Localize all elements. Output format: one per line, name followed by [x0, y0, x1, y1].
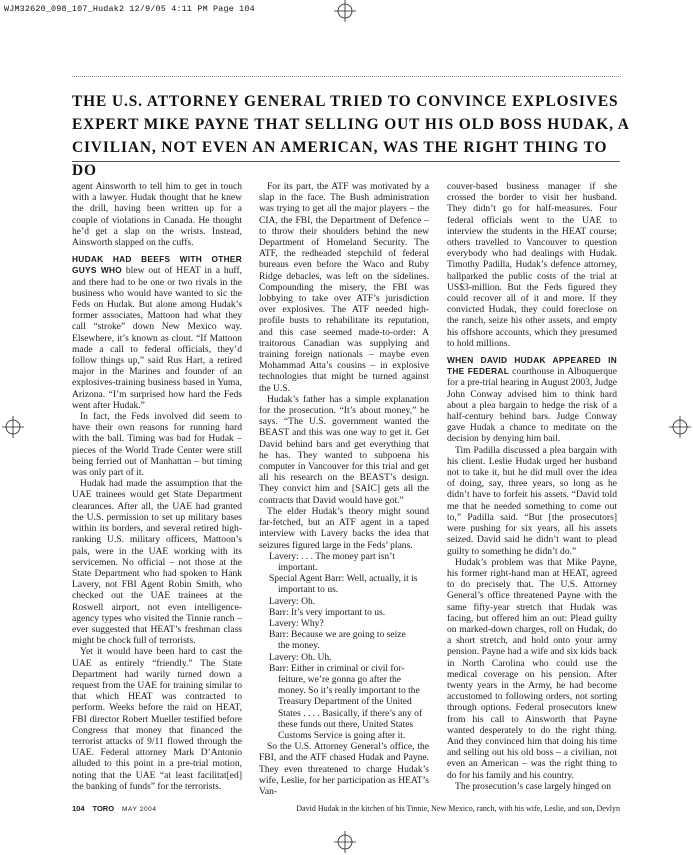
headline-rule: [72, 161, 620, 162]
dialogue-line: these funds out there, United States: [278, 718, 414, 730]
paragraph-text: courthouse in Albuquerque for a pre-trial hearing in August 2003, Judge John Conway advised him to think hard about a plea bargain to hedge the risk of a half-century behind bars. Judge Conway gave Hudak a chance to meditate on the decision by denying him bail.: [447, 366, 617, 445]
dialogue-line: feiture, we’re gonna go after the: [278, 673, 401, 685]
paragraph: Tim Padilla discussed a plea bargain with his client. Leslie Hudak urged her husband not to take it, but he did mull over the idea of doing, say, three years, so long as he didn’t have to forfeit his assets. “David told me that he needed something to come out to,” Padilla said. “But [the prosecutors] were pushing for six years, all his assets seized. David said he didn’t want to plead guilty to something he didn’t do.”: [447, 444, 617, 557]
paragraph: In fact, the Feds involved did seem to have their own reasons for running hard with the ball. Timing was bad for Hudak – pieces of the World Trade Center were still being ferried out of Manhattan – but timing was only part of it.: [72, 411, 242, 479]
paragraph: Hudak had made the assumption that the UAE trainees would get State Department clearances. After all, the UAE had granted the U.S. permission to set up military bases within its borders, and several retired high-ranking U.S. military officers, Mattoon’s pals, were in the UAE working with its servicemen. No official – not those at the State Department who had spoken to Hank Lavery, not FBI Agent Robin Smith, who checked out the UAE trainees at the Roswell airport, not even intelligence-agency types who visited the Tinnie ranch – ever suggested that HEAT’s freshman class might be chock full of terrorists.: [72, 478, 242, 647]
paragraph: The prosecution’s case largely hinged on: [455, 780, 611, 792]
dialogue-line: States . . . . Basically, if there’s any of: [278, 707, 423, 719]
top-dotted-rule: [72, 76, 621, 77]
dialogue-line: important to us.: [278, 584, 339, 596]
paragraph: For its part, the ATF was motivated by a slap in the face. The Bush administration was trying to get all the major players – the CIA, the FBI, the Department of Defence – to throw their shoulders behind the new Department of Homeland Security. The ATF, the redheaded stepchild of federal bureaus even before the Waco and Ruby Ridge debacles, was left on the sidelines. Compounding the misery, the FBI was lobbying to take over ATF’s jurisdiction over explosives. The ATF needed high-profile busts to rehabilitate its reputation, and this case seemed made-to-order: A traitorous Canadian was supplying and training foreign nationals – maybe even Mohammad Atta’s cousins – in explosive technologies that might be turned against the U.S.: [259, 181, 429, 394]
registration-mark-left: [2, 416, 24, 438]
paragraph: Yet it would have been hard to cast the UAE as entirely “friendly.” The State Department had warily turned down a request from the UAE for training similar to that which HEAT was contracted to perform. Weeks before the raid on HEAT, FBI director Robert Mueller testified before Congress that money that financed the terrorist attacks of 9/11 flowed through the UAE. Federal attorney Mark D’Antonio alluded to this point in a pre-trial motion, noting that the UAE “at least facilitat[ed] the banking of funds” for the terrorists.: [72, 646, 242, 792]
paragraph: [72, 254, 242, 411]
paragraph: [447, 355, 617, 445]
paragraph: agent Ainsworth to tell him to get in touch with a lawyer. Hudak thought that he knew the drill, having been written up for a couple of violations in Canada. He thought he’d get a slap on the wrists. Instead, Ainsworth slapped on the cuffs.: [72, 181, 242, 249]
dialogue-line: Special Agent Barr: Well, actually, it is: [269, 573, 418, 585]
dialogue-line: the money.: [278, 640, 320, 652]
paragraph: Hudak’s father has a simple explanation for the prosecution. “It’s about money,” he says. “The U.S. government wanted the BEAST and this was one way to get it. Get David behind bars and get everything that he has. They wanted to subpoena his computer in Vancouver for this trial and get all his research on the BEAST’s design. They convict him and [SAIC] gets all the contracts that David would have got.”: [259, 393, 429, 506]
section-lead-in: WHEN DAVID HUDAK APPEARED IN THE FEDERAL: [447, 355, 617, 377]
page-number: 104: [72, 804, 85, 813]
photo-caption: David Hudak in the kitchen of his Tinnie, New Mexico, ranch, with his wife, Leslie, and son, Devlyn: [296, 804, 620, 813]
issue-date: MAY 2004: [122, 806, 157, 813]
registration-mark-bottom: [334, 831, 356, 853]
magazine-name: TORO: [92, 804, 115, 813]
dialogue-line: Lavery: Oh. Uh.: [269, 651, 332, 663]
paragraph: So the U.S. Attorney General’s office, the FBI, and the ATF chased Hudak and Payne. They even threatened to charge Hudak’s wife, Leslie, for her participation as HEAT’s Van-: [259, 741, 429, 797]
paragraph-text: blew out of HEAT in a huff, and there had to be one or two rivals in the business who would have wanted to sic the Feds on Hudak. But alone among Hudak’s former associates, Mattoon had what they call “stroke” down New Mexico way. Elsewhere, it’s known as clout. “If Mattoon made a call to federal officials, they’d follow things up,” said Rus Hart, a retired major in the Marines and founder of an explosives-training business based in Yuma, Arizona. “I’m surprised how hard the Feds went after Hudak.”: [72, 265, 243, 411]
text-column-1: [72, 181, 242, 792]
page-footer: [72, 804, 620, 813]
dialogue-line: Lavery: Why?: [269, 617, 324, 629]
dialogue-line: Barr: Either in criminal or civil for-: [269, 662, 405, 674]
dialogue-line: Barr: Because we are going to seize: [269, 629, 406, 641]
print-slug: WJM32620_098_107_Hudak2 12/9/05 4:11 PM Page 104: [4, 4, 255, 14]
section-lead-in: HUDAK HAD BEEFS WITH OTHER GUYS WHO: [72, 254, 242, 276]
pull-quote-headline: THE U.S. ATTORNEY GENERAL TRIED TO CONVINCE EXPLOSIVES EXPERT MIKE PAYNE THAT SELLING OUT HIS OLD BOSS HUDAK, A CIVILIAN, NOT EVEN AN AMERICAN, WAS THE RIGHT THING TO DO: [72, 93, 629, 179]
dialogue-line: money. So it’s really important to the: [278, 685, 420, 697]
registration-mark-right: [669, 416, 691, 438]
paragraph: couver-based business manager if she crossed the border to visit her husband. They didn’t go for half-measures. Four federal officials went to the UAE to interview the students in the HEAT course; others travelled to Vancouver to question everybody who had dealings with Hudak. Timothy Padilla, Hudak’s defence attorney, ballparked the public costs of the trial at US$3-million. But the Feds figured they could recover all of it and more. If they convicted Hudak, they could foreclose on the ranch, seize his other assets, and empty his offshore accounts, which they presumed to hold millions.: [447, 181, 617, 349]
dialogue-line: Barr: It’s very important to us.: [269, 606, 386, 618]
paragraph: Hudak’s problem was that Mike Payne, his former right-hand man at HEAT, agreed to do precisely that. The U.S. Attorney General’s office threatened Payne with the same fifty-year stretch that Hudak was facing, but offered him an out: Plead guilty on marked-down charges, roll on Hudak, do a short stretch, and hold onto your army pension. Payne had a wife and six kids back in North Carolina who could use the medical coverage on his pension. After twenty years in the Army, he had become accustomed to following orders, not sorting through options. Federal prosecutors knew from his call to Ainsworth that Payne wanted desperately to do the right thing. And they convinced him that doing his time and selling out his old boss – a civilian, not even an American – was the right thing to do for his family and his country.: [447, 556, 617, 781]
dialogue-line: important.: [278, 561, 318, 573]
paragraph: The elder Hudak’s theory might sound far-fetched, but an ATF agent in a taped interview with Lavery backs the idea that seizures figured large in the Feds’ plans.: [259, 505, 429, 551]
text-column-3: [447, 181, 617, 792]
dialogue-line: Customs Service is going after it.: [278, 729, 406, 741]
dialogue-line: Lavery: . . . The money part isn’t: [269, 550, 395, 562]
text-column-2: [259, 181, 429, 797]
dialogue-line: Treasury Department of the United: [278, 696, 412, 708]
registration-mark-top: [334, 0, 356, 22]
dialogue-line: Lavery: Oh.: [269, 595, 316, 607]
